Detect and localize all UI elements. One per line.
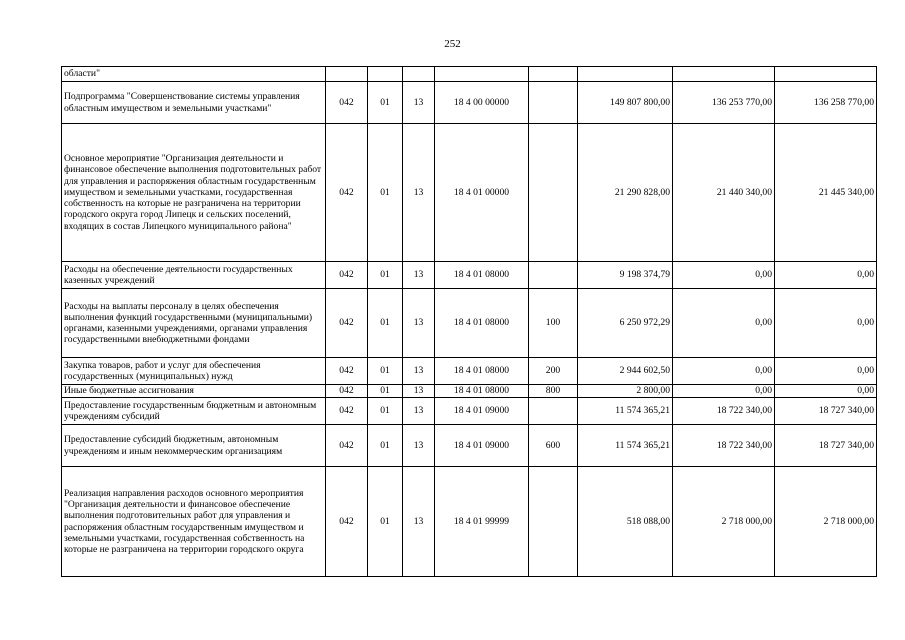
cell-subsection: 13 [403,82,435,124]
cell-subsection: 13 [403,385,435,398]
cell-section [368,67,403,82]
budget-table [61,66,877,577]
table-row [62,289,877,358]
cell-subsection: 13 [403,124,435,262]
cell-amount-year-1: 11 574 365,21 [578,425,673,467]
cell-target-article: 18 4 01 08000 [435,385,529,398]
cell-amount-year-2: 18 722 340,00 [673,425,775,467]
cell-target-article: 18 4 00 00000 [435,82,529,124]
cell-section: 01 [368,358,403,385]
cell-expense-type [529,82,578,124]
cell-name: Расходы на обеспечение деятельности государственных казенных учреждений [62,262,326,289]
cell-amount-year-1: 149 807 800,00 [578,82,673,124]
cell-section: 01 [368,385,403,398]
cell-amount-year-2: 2 718 000,00 [673,467,775,577]
cell-name: Иные бюджетные ассигнования [62,385,326,398]
cell-name: Предоставление государственным бюджетным и автономным учреждениям субсидий [62,398,326,425]
cell-ministry-code [326,67,368,82]
cell-expense-type [529,67,578,82]
cell-name: Закупка товаров, работ и услуг для обеспечения государственных (муниципальных) нужд [62,358,326,385]
cell-expense-type: 600 [529,425,578,467]
cell-target-article: 18 4 01 99999 [435,467,529,577]
cell-amount-year-3: 18 727 340,00 [775,425,877,467]
cell-ministry-code: 042 [326,385,368,398]
cell-amount-year-1: 518 088,00 [578,467,673,577]
cell-subsection: 13 [403,262,435,289]
cell-subsection: 13 [403,398,435,425]
cell-subsection [403,67,435,82]
cell-amount-year-1: 21 290 828,00 [578,124,673,262]
cell-amount-year-1: 6 250 972,29 [578,289,673,358]
cell-amount-year-2: 21 440 340,00 [673,124,775,262]
cell-target-article: 18 4 01 09000 [435,425,529,467]
cell-name: Предоставление субсидий бюджетным, автономным учреждениям и иным некоммерческим организациям [62,425,326,467]
cell-section: 01 [368,425,403,467]
cell-amount-year-3: 0,00 [775,385,877,398]
cell-subsection: 13 [403,358,435,385]
cell-amount-year-3: 0,00 [775,262,877,289]
cell-ministry-code: 042 [326,262,368,289]
cell-amount-year-1: 2 944 602,50 [578,358,673,385]
cell-amount-year-2: 0,00 [673,385,775,398]
cell-expense-type: 800 [529,385,578,398]
cell-target-article [435,67,529,82]
cell-amount-year-1: 2 800,00 [578,385,673,398]
page-number: 252 [444,38,461,50]
cell-target-article: 18 4 01 08000 [435,358,529,385]
cell-ministry-code: 042 [326,467,368,577]
cell-name: Подпрограмма "Совершенствование системы управления областным имуществом и земельными участками" [62,82,326,124]
cell-amount-year-3: 136 258 770,00 [775,82,877,124]
cell-amount-year-1 [578,67,673,82]
cell-amount-year-2: 0,00 [673,358,775,385]
cell-amount-year-3: 21 445 340,00 [775,124,877,262]
cell-name: Реализация направления расходов основного мероприятия "Организация деятельности и финансовое обеспечение выполнения подготовительных работ для управления и распоряжения областным государственным имуществом и земельными участками, государственная собственность на которые не разграничена на территории городского округа [62,467,326,577]
table-row [62,398,877,425]
cell-ministry-code: 042 [326,82,368,124]
table-row [62,425,877,467]
cell-subsection: 13 [403,289,435,358]
cell-expense-type: 100 [529,289,578,358]
table-row [62,124,877,262]
cell-amount-year-1: 11 574 365,21 [578,398,673,425]
cell-expense-type [529,467,578,577]
cell-amount-year-2: 136 253 770,00 [673,82,775,124]
cell-ministry-code: 042 [326,289,368,358]
table-row [62,82,877,124]
cell-amount-year-3: 2 718 000,00 [775,467,877,577]
cell-section: 01 [368,82,403,124]
cell-expense-type [529,262,578,289]
cell-amount-year-3: 18 727 340,00 [775,398,877,425]
cell-section: 01 [368,262,403,289]
cell-amount-year-1: 9 198 374,79 [578,262,673,289]
cell-section: 01 [368,467,403,577]
table-row [62,67,877,82]
cell-expense-type [529,124,578,262]
table-row [62,467,877,577]
cell-ministry-code: 042 [326,398,368,425]
cell-amount-year-3: 0,00 [775,358,877,385]
cell-amount-year-2: 0,00 [673,289,775,358]
cell-amount-year-3: 0,00 [775,289,877,358]
cell-section: 01 [368,124,403,262]
cell-name: Основное мероприятие "Организация деятельности и финансовое обеспечение выполнения подготовительных работ для управления и распоряжения областным государственным имуществом и земельными участками, государственная собственность на которые не разграничена на территории городского округа город Липецк и сельских поселений, входящих в состав Липецкого муниципального района" [62,124,326,262]
cell-target-article: 18 4 01 08000 [435,262,529,289]
cell-amount-year-3 [775,67,877,82]
cell-expense-type: 200 [529,358,578,385]
cell-amount-year-2: 18 722 340,00 [673,398,775,425]
cell-amount-year-2: 0,00 [673,262,775,289]
cell-amount-year-2 [673,67,775,82]
cell-section: 01 [368,289,403,358]
cell-subsection: 13 [403,425,435,467]
table-row [62,262,877,289]
cell-target-article: 18 4 01 00000 [435,124,529,262]
cell-section: 01 [368,398,403,425]
cell-target-article: 18 4 01 08000 [435,289,529,358]
cell-subsection: 13 [403,467,435,577]
table-row [62,358,877,385]
cell-ministry-code: 042 [326,425,368,467]
cell-target-article: 18 4 01 09000 [435,398,529,425]
cell-name: области" [62,67,326,82]
cell-expense-type [529,398,578,425]
cell-name: Расходы на выплаты персоналу в целях обеспечения выполнения функций государственными (муниципальными) органами, казенными учреждениями, органами управления государственными внебюджетными фондами [62,289,326,358]
cell-ministry-code: 042 [326,358,368,385]
cell-ministry-code: 042 [326,124,368,262]
table-row [62,385,877,398]
